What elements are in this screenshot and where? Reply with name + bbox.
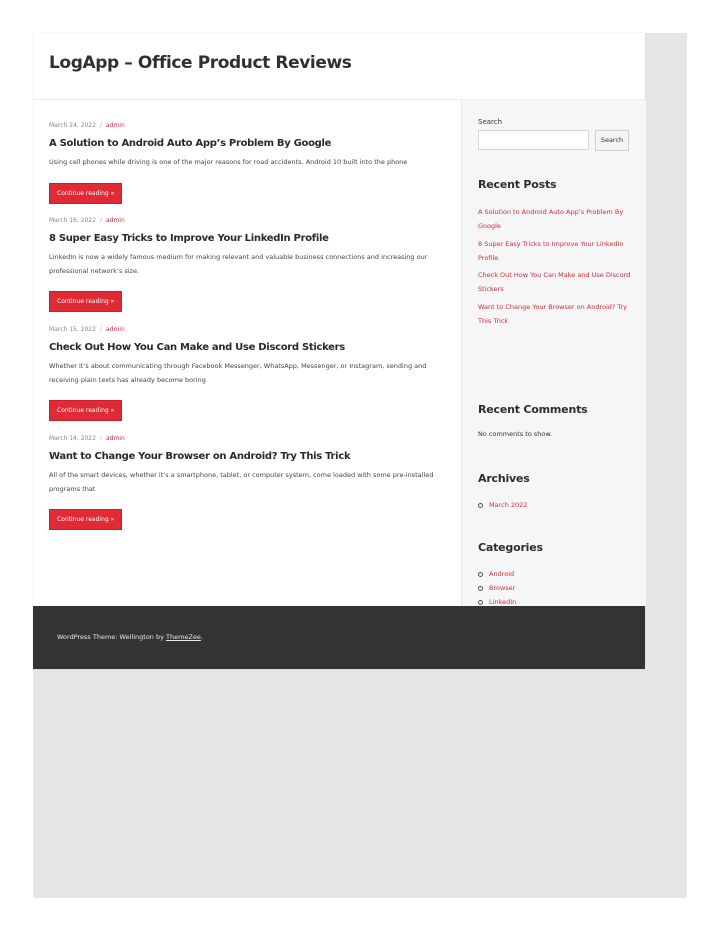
- post-excerpt: LinkedIn is now a widely famous medium for making relevant and valuable business connections and increasing our professional network’s size.: [49, 253, 428, 275]
- post-card: [49, 325, 449, 421]
- meta-separator: /: [99, 217, 102, 224]
- site-footer: [33, 606, 645, 669]
- widget-title-categories: Categories: [478, 541, 543, 554]
- post-author[interactable]: admin: [105, 122, 125, 129]
- no-comments-text: No comments to show.: [478, 430, 553, 438]
- post-author[interactable]: admin: [105, 435, 125, 442]
- archive-link[interactable]: March 2022: [489, 501, 528, 509]
- site-header: [33, 33, 645, 100]
- post-meta: [49, 325, 449, 335]
- footer-suffix: .: [200, 633, 203, 641]
- post-card: [49, 121, 449, 204]
- circle-bullet-icon: [478, 572, 483, 577]
- category-item[interactable]: [478, 581, 634, 595]
- post-card: [49, 434, 449, 530]
- circle-bullet-icon: [478, 600, 483, 605]
- post-title[interactable]: Want to Change Your Browser on Android? Try This Trick: [49, 451, 351, 462]
- post-card: [49, 216, 449, 312]
- post-title[interactable]: Check Out How You Can Make and Use Discord Stickers: [49, 342, 345, 353]
- post-author[interactable]: admin: [105, 217, 125, 224]
- recent-post-link[interactable]: A Solution to Android Auto App’s Problem By Google: [478, 208, 624, 230]
- widget-title-recent-comments: Recent Comments: [478, 403, 588, 416]
- archives-widget: [478, 472, 634, 512]
- category-link[interactable]: Android: [489, 570, 515, 578]
- search-button[interactable]: Search: [595, 130, 629, 151]
- category-link[interactable]: LinkedIn: [489, 598, 517, 606]
- site-title[interactable]: LogApp – Office Product Reviews: [49, 53, 352, 73]
- post-excerpt: All of the smart devices, whether it’s a smartphone, tablet, or computer system, come loaded with some pre-installed programs that: [49, 471, 434, 493]
- continue-reading-button[interactable]: Continue reading »: [49, 509, 122, 530]
- continue-reading-button[interactable]: Continue reading »: [49, 183, 122, 204]
- post-meta: [49, 121, 449, 131]
- main-content: [33, 100, 461, 606]
- continue-reading-button[interactable]: Continue reading »: [49, 400, 122, 421]
- site-container: [33, 33, 645, 669]
- meta-separator: /: [99, 435, 102, 442]
- search-widget: [478, 118, 634, 152]
- post-date[interactable]: March 24, 2022: [49, 122, 96, 129]
- recent-comments-widget: [478, 403, 634, 438]
- post-meta: [49, 216, 449, 226]
- recent-post-link[interactable]: Want to Change Your Browser on Android? Try This Trick: [478, 302, 627, 325]
- footer-credit: [57, 633, 203, 641]
- recent-posts-list: [478, 205, 634, 328]
- sidebar: [461, 100, 646, 606]
- category-link[interactable]: Browser: [489, 584, 516, 592]
- themezee-link[interactable]: ThemeZee: [166, 633, 201, 641]
- post-title[interactable]: 8 Super Easy Tricks to Improve Your LinkedIn Profile: [49, 233, 329, 244]
- meta-separator: /: [99, 122, 102, 129]
- meta-separator: /: [99, 326, 102, 333]
- archive-item[interactable]: [478, 498, 634, 512]
- recent-posts-widget: [478, 178, 634, 331]
- continue-reading-button[interactable]: Continue reading »: [49, 291, 122, 312]
- recent-post-link[interactable]: Check Out How You Can Make and Use Discord Stickers: [478, 271, 631, 293]
- category-item[interactable]: [478, 567, 634, 581]
- widget-title-recent-posts: Recent Posts: [478, 178, 557, 191]
- post-date[interactable]: March 14, 2022: [49, 435, 96, 442]
- archives-list: [478, 498, 634, 512]
- post-excerpt: Whether it’s about communicating through Facebook Messenger, WhatsApp, Messenger, or Instagram, sending and receiving plain texts has already become boring: [49, 362, 427, 384]
- search-label: Search: [478, 118, 503, 126]
- search-row: [478, 130, 634, 152]
- widget-title-archives: Archives: [478, 472, 530, 485]
- search-input[interactable]: [478, 130, 589, 150]
- circle-bullet-icon: [478, 586, 483, 591]
- post-excerpt: Using cell phones while driving is one of the major reasons for road accidents. Android 10 built into the phone: [49, 158, 408, 166]
- post-author[interactable]: admin: [105, 326, 125, 333]
- post-date[interactable]: March 15, 2022: [49, 326, 96, 333]
- post-title[interactable]: A Solution to Android Auto App’s Problem By Google: [49, 138, 332, 149]
- circle-bullet-icon: [478, 503, 483, 508]
- footer-prefix: WordPress Theme: Wellington by: [57, 633, 167, 641]
- post-meta: [49, 434, 449, 444]
- post-date[interactable]: March 16, 2022: [49, 217, 96, 224]
- recent-post-link[interactable]: 8 Super Easy Tricks to Improve Your LinkedIn Profile: [478, 239, 624, 262]
